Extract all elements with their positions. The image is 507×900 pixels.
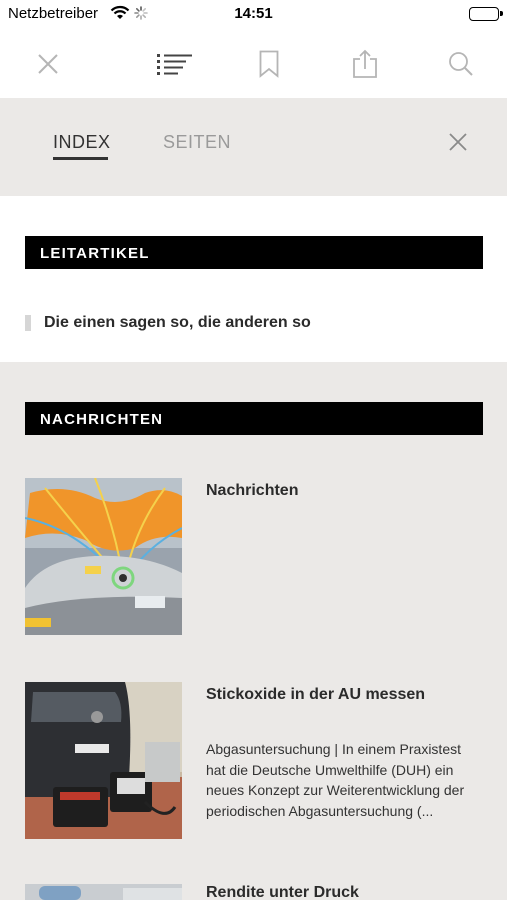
article-title: Stickoxide in der AU messen [206, 686, 426, 703]
status-time: 14:51 [234, 5, 273, 22]
carrier-label: Netzbetreiber [8, 5, 99, 22]
toolbar [0, 28, 507, 98]
article-item[interactable] [25, 884, 485, 900]
tab-index[interactable]: INDEX [53, 132, 111, 152]
section-nachrichten [0, 362, 507, 900]
article-teaser: Abgasuntersuchung | In einem Praxistest hat die Deutsche Umwelthilfe (DUH) ein neues Konzept zur Weiterentwicklung der periodischen Abgasuntersuchung (... [206, 741, 465, 819]
status-bar [0, 0, 507, 28]
item-title: Die einen sagen so, die anderen so [44, 314, 311, 331]
bookmark-icon[interactable] [251, 48, 287, 80]
tab-index-underline [53, 157, 108, 160]
article-thumbnail [25, 884, 182, 900]
index-panel [0, 98, 507, 196]
article-item[interactable] [25, 478, 485, 636]
search-icon[interactable] [443, 48, 479, 80]
article-title: Rendite unter Druck [206, 884, 359, 900]
share-icon[interactable] [347, 48, 383, 80]
close-icon[interactable] [30, 48, 66, 80]
close-icon[interactable] [444, 130, 472, 154]
article-thumbnail [25, 682, 182, 839]
article-title: Nachrichten [206, 482, 299, 499]
list-item[interactable] [25, 314, 311, 332]
battery-icon [469, 7, 499, 21]
section-header: LEITARTIKEL [25, 236, 483, 269]
list-icon[interactable] [156, 48, 194, 80]
article-item[interactable] [25, 682, 485, 852]
section-header: NACHRICHTEN [25, 402, 483, 435]
tab-seiten[interactable]: SEITEN [163, 132, 232, 152]
section-leitartikel [0, 196, 507, 362]
article-thumbnail [25, 478, 182, 635]
item-marker [25, 315, 31, 331]
